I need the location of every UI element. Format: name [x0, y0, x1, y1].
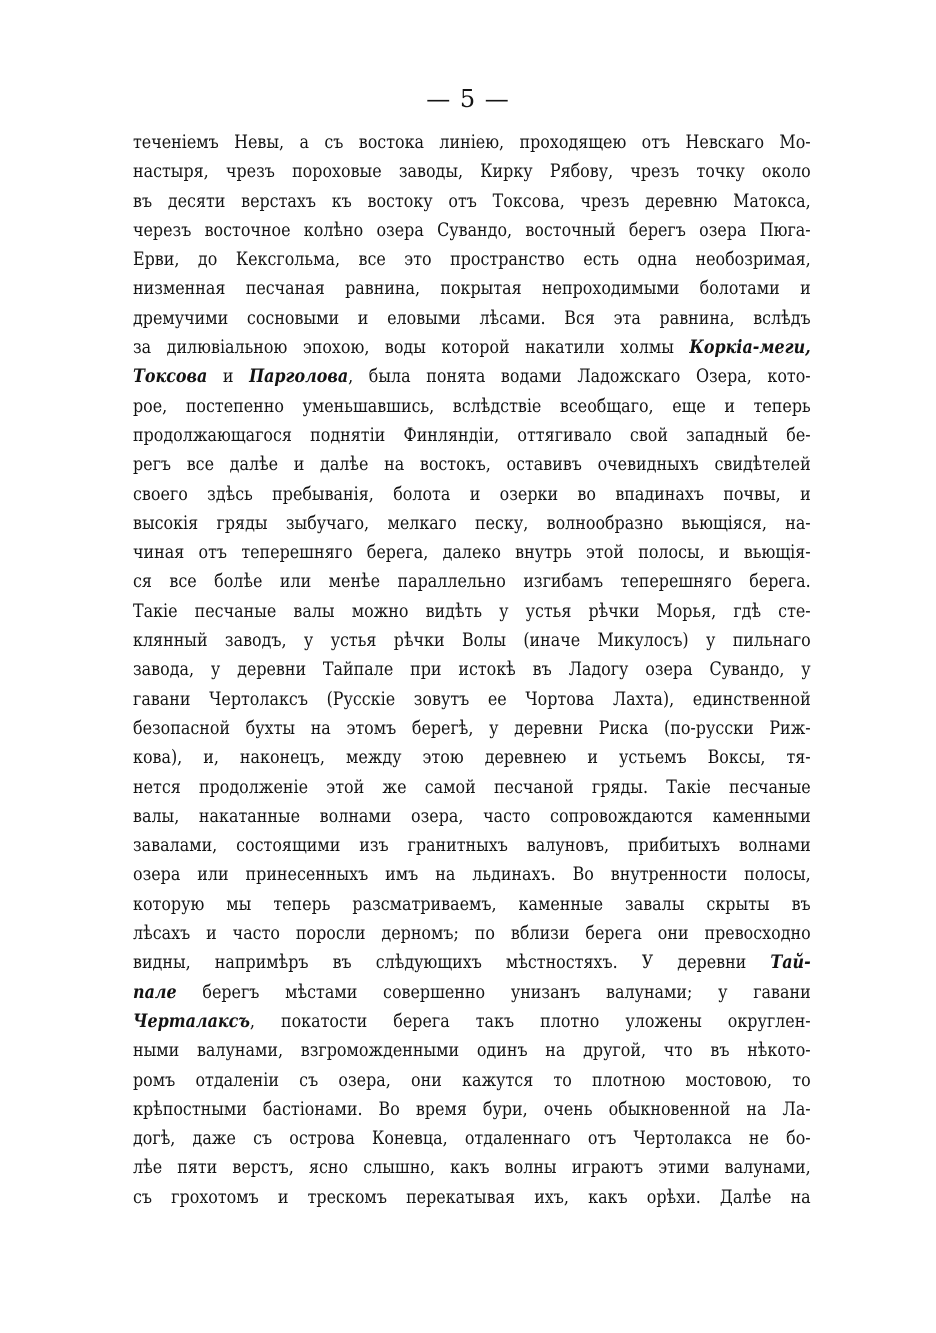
text-segment: которую мы теперь разсматриваемъ, каменные завалы скрыты въ — [133, 893, 811, 915]
text-line — [133, 245, 811, 274]
text-segment: кова), и, наконецъ, между этою деревнею и устьемъ Воксы, тя- — [133, 747, 811, 769]
text-line — [133, 890, 811, 919]
text-segment: высокiя гряды зыбучаго, мелкаго песку, волнообразно вьющiяся, на- — [133, 512, 811, 534]
text-segment: чиная отъ теперешняго берега, далеко внутрь этой полосы, и вьющiя- — [133, 542, 811, 564]
text-segment: ромъ отдаленiи съ озера, они кажутся то плотною мостовою, то — [133, 1069, 811, 1091]
text-segment: гавани Чертолаксъ (Русскiе зовутъ ее Чортова Лахта), единственной — [133, 688, 811, 710]
text-segment: озера или принесенныхъ имъ на льдинахъ. Во внутренности полосы, — [133, 864, 811, 886]
text-segment: завода, у деревни Тайпале при истокѣ въ Ладогу озера Сувандо, у — [133, 659, 811, 681]
text-line — [133, 567, 811, 596]
italic-text-segment: Токсова — [133, 366, 208, 388]
text-segment: Ерви, до Кексгольма, все это пространство есть одна необозримая, — [133, 249, 811, 271]
text-segment: догѣ, даже съ острова Коневца, отдаленнаго отъ Чертолакса не бо- — [133, 1128, 811, 1150]
body-text — [133, 128, 811, 1212]
text-segment: берегъ мѣстами совершенно унизанъ валунами; у гавани — [176, 981, 811, 1003]
italic-text-segment: пале — [133, 981, 177, 1003]
text-segment: черезъ восточное колѣно озера Сувандо, восточный берегъ озера Пюга- — [133, 219, 811, 241]
text-line — [133, 919, 811, 948]
text-segment: рое, постепенно уменьшавшись, вслѣдствiе всеобщаго, еще и теперь — [133, 395, 811, 417]
text-line — [133, 743, 811, 772]
text-line — [133, 333, 811, 362]
text-segment: лѣе пяти верстъ, ясно слышно, какъ волны играютъ этими валунами, — [133, 1157, 811, 1179]
text-line — [133, 1153, 811, 1182]
text-line — [133, 773, 811, 802]
text-line — [133, 1124, 811, 1153]
text-segment: валы, накатанные волнами озера, часто сопровождаются каменными — [133, 805, 811, 827]
text-line — [133, 157, 811, 186]
text-line — [133, 509, 811, 538]
text-line — [133, 1066, 811, 1095]
page-number: — 5 — — [426, 85, 510, 113]
text-line — [133, 860, 811, 889]
text-line — [133, 304, 811, 333]
text-line — [133, 187, 811, 216]
italic-text-segment: Тай- — [770, 952, 811, 974]
text-segment: низменная песчаная равнина, покрытая непроходимыми болотами и — [133, 278, 811, 300]
text-segment: регъ все далѣе и далѣе на востокъ, оставивъ очевидныхъ свидѣтелей — [133, 454, 811, 476]
text-line — [133, 216, 811, 245]
text-segment: завалами, состоящими изъ гранитныхъ валуновъ, прибитыхъ волнами — [133, 835, 811, 857]
text-segment: Такiе песчаные валы можно видѣть у устья рѣчки Морья, гдѣ сте- — [133, 600, 811, 622]
text-segment: нется продолженiе этой же самой песчаной гряды. Такiе песчаные — [133, 776, 811, 798]
text-segment: видны, напримѣръ въ слѣдующихъ мѣстностяхъ. У деревни — [133, 952, 771, 974]
text-line — [133, 714, 811, 743]
italic-text-segment: Парголова — [249, 366, 349, 388]
text-line — [133, 597, 811, 626]
text-segment: безопасной бухты на этомъ берегѣ, у деревни Риска (по-русски Риж- — [133, 717, 811, 739]
text-line — [133, 1007, 811, 1036]
text-segment: дремучими сосновыми и еловыми лѣсами. Вся эта равнина, вслѣдъ — [133, 307, 811, 329]
italic-text-segment: Коркiа-меги, — [689, 337, 811, 359]
text-line — [133, 362, 811, 391]
text-line — [133, 655, 811, 684]
italic-text-segment: Черталаксъ — [133, 1010, 250, 1032]
text-line — [133, 274, 811, 303]
text-segment: клянный заводъ, у устья рѣчки Волы (иначе Микулосъ) у пильнаго — [133, 630, 811, 652]
text-line — [133, 538, 811, 567]
text-line — [133, 802, 811, 831]
text-segment: продолжающагося поднятiи Финляндiи, оттягивало свой западный бе- — [133, 424, 811, 446]
text-line — [133, 392, 811, 421]
text-segment: и — [207, 366, 250, 388]
text-line — [133, 948, 811, 977]
text-line — [133, 978, 811, 1007]
text-segment: за дилювiальною эпохою, воды которой накатили холмы — [133, 337, 690, 359]
text-segment: лѣсахъ и часто поросли дерномъ; по вблизи берега они превосходно — [133, 923, 811, 945]
text-segment: настыря, чрезъ пороховые заводы, Кирку Рябову, чрезъ точку около — [133, 161, 811, 183]
text-segment: своего здѣсь пребыванiя, болота и озерки во впадинахъ почвы, и — [133, 483, 811, 505]
text-line — [133, 1036, 811, 1065]
text-line — [133, 450, 811, 479]
text-line — [133, 626, 811, 655]
text-segment: , покатости берега такъ плотно уложены округлен- — [249, 1010, 811, 1032]
text-line — [133, 685, 811, 714]
text-line — [133, 480, 811, 509]
text-segment: крѣпостными бастiонами. Во время бури, очень обыкновенной на Ла- — [133, 1098, 811, 1120]
text-segment: ными валунами, взгроможденными одинъ на другой, что въ нѣкото- — [133, 1040, 811, 1062]
text-line — [133, 831, 811, 860]
text-segment: течeнiемъ Невы, а съ востока линiею, проходящею отъ Невскаго Мо- — [133, 132, 811, 153]
text-segment: , была понята водами Ладожскаго Озера, кото- — [348, 366, 811, 388]
text-line — [133, 1095, 811, 1124]
text-line — [133, 421, 811, 450]
text-line — [133, 1183, 811, 1212]
text-segment: въ десяти верстахъ къ востоку отъ Токсова, чрезъ деревню Матокса, — [133, 190, 811, 212]
text-line — [133, 128, 811, 157]
text-segment: съ грохотомъ и трескомъ перекатывая ихъ, какъ орѣхи. Далѣе на — [133, 1186, 811, 1208]
text-segment: ся все болѣе или менѣе параллельно изгибамъ теперешняго берега. — [133, 571, 811, 593]
